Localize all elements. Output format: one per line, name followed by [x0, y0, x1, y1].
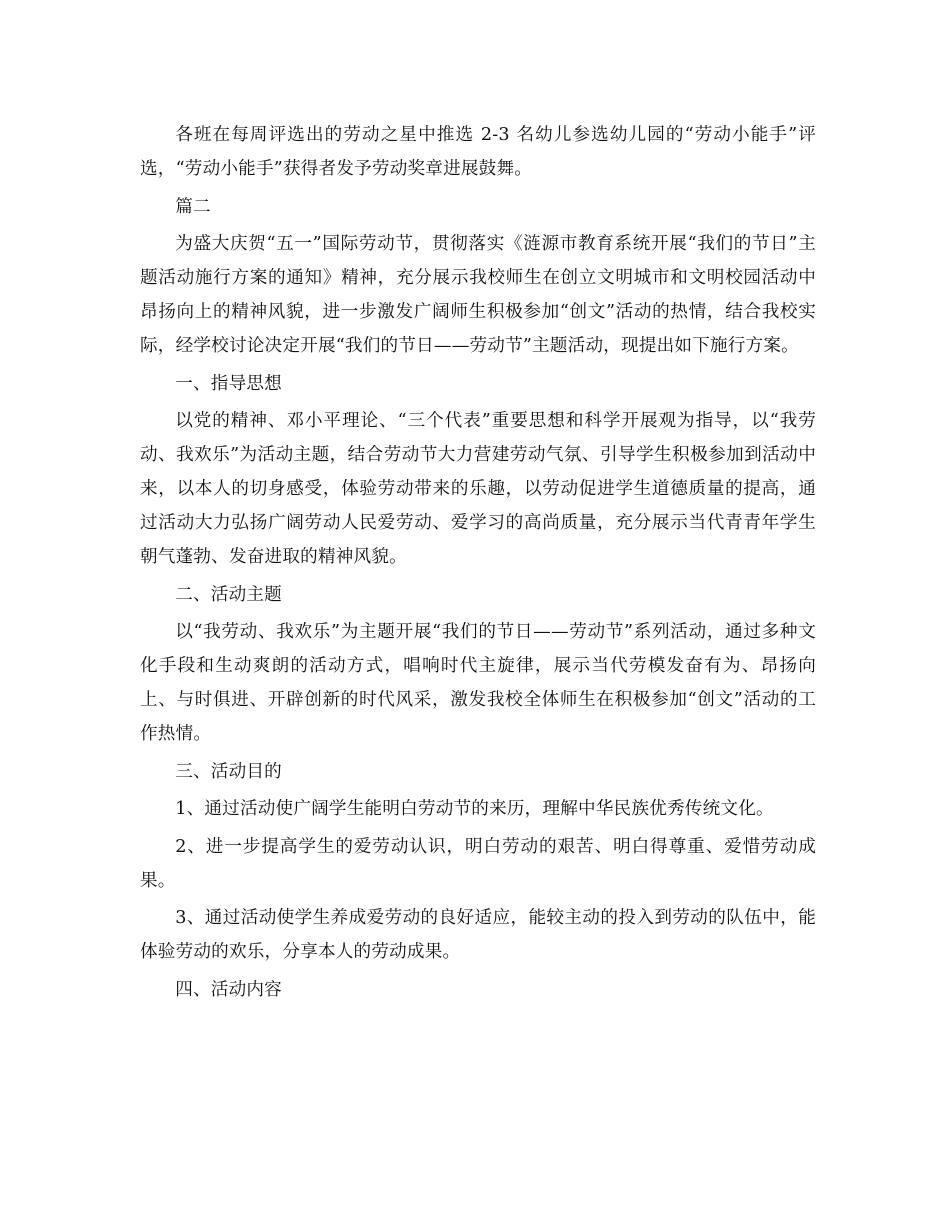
section-heading-part-two: 篇二 [175, 196, 211, 217]
paragraph-introduction: 为盛大庆贺“五一”国际劳动节，贯彻落实《涟源市教育系统开展“我们的节日”主题活动施行方案的通知》精神，充分展示我校师生在创立文明城市和文明校园活动中昂扬向上的精神风貌，进一步激发广阔师生积极参加“创文”活动的热情，结合我校实际，经学校讨论决定开展“我们的节日——劳动节”主题活动，现提出如下施行方案。 [140, 234, 816, 356]
heading-activity-purpose: 三、活动目的 [175, 761, 282, 782]
heading-activity-theme: 二、活动主题 [175, 584, 282, 605]
paragraph-guiding-ideology: 以党的精神、邓小平理论、“三个代表”重要思想和科学开展观为指导，以“我劳动、我欢乐”为活动主题，结合劳动节大力营建劳动气氛、引导学生积极参加到活动中来，以本人的切身感受，体验劳动带来的乐趣，以劳动促进学生道德质量的提高，通过活动大力弘扬广阔劳动人民爱劳动、爱学习的高尚质量，充分展示当代青青年学生朝气蓬勃、发奋进取的精神风貌。 [140, 411, 816, 567]
list-item-purpose-1: 1、通过活动使广阔学生能明白劳动节的来历，理解中华民族优秀传统文化。 [175, 799, 774, 819]
paragraph-activity-theme: 以“我劳动、我欢乐”为主题开展“我们的节日——劳动节”系列活动，通过多种文化手段和生动爽朗的活动方式，唱响时代主旋律，展示当代劳模发奋有为、昂扬向上、与时俱进、开辟创新的时代风采，激发我校全体师生在积极参加“创文”活动的工作热情。 [140, 622, 816, 744]
document-body [140, 118, 816, 1010]
list-item-purpose-3: 3、通过活动使学生养成爱劳动的良好适应，能较主动的投入到劳动的队伍中，能体验劳动的欢乐，分享本人的劳动成果。 [140, 908, 816, 962]
heading-activity-content: 四、活动内容 [175, 979, 282, 1000]
list-item-purpose-2: 2、进一步提高学生的爱劳动认识，明白劳动的艰苦、明白得尊重、爱惜劳动成果。 [140, 836, 816, 891]
heading-guiding-ideology: 一、指导思想 [175, 373, 282, 394]
paragraph-labor-star-selection: 各班在每周评选出的劳动之星中推选 2-3 名幼儿参选幼儿园的“劳动小能手”评选，“劳动小能手”获得者发予劳动奖章进展鼓舞。 [140, 125, 816, 179]
